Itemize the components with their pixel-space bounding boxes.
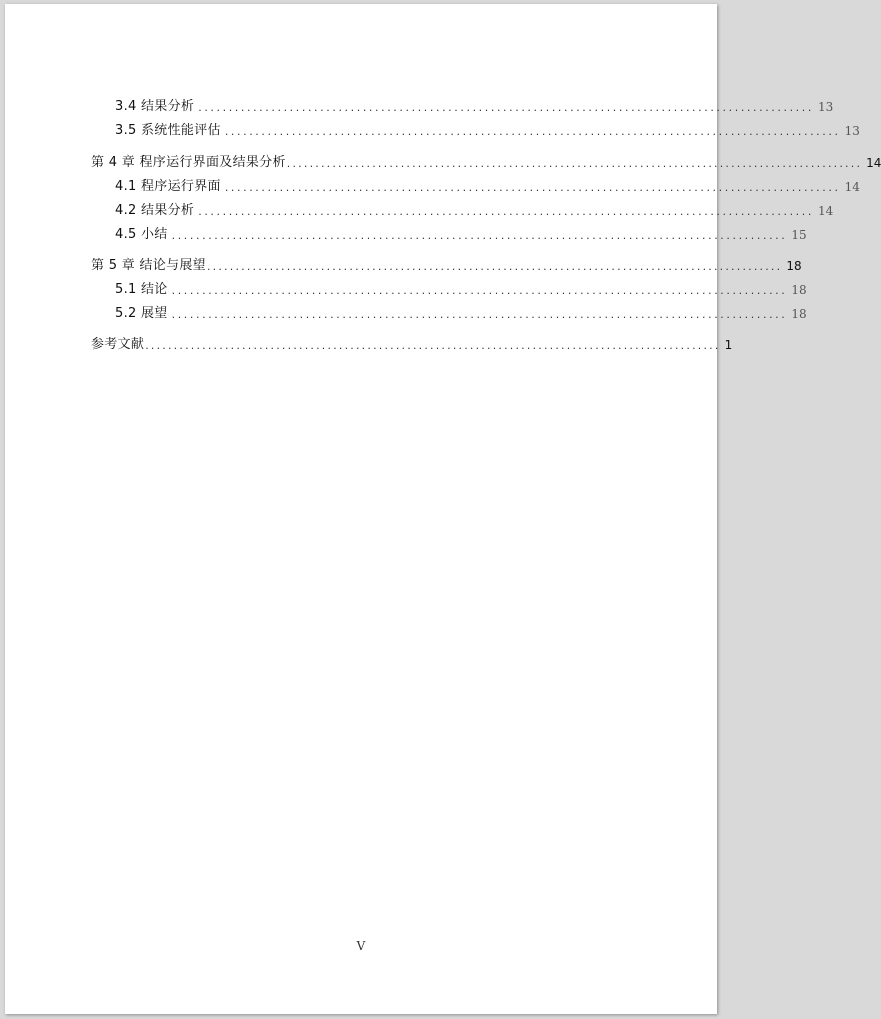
dot-leader: ..................................................................................................... [198,101,814,114]
toc-entry-page: 13 [844,124,860,138]
dot-leader: ..................................................................................................... [224,125,841,138]
toc-entry-5-2[interactable] [115,304,807,324]
toc-entry-page: 1 [724,338,733,352]
dot-leader: ..................................................................................................... [286,157,863,170]
dot-leader: ..................................................................................................... [145,339,721,352]
dot-leader: ..................................................................................................... [171,308,788,321]
dot-leader: ..................................................................................................... [224,181,841,194]
toc-entry-title: 5.2 展望 [115,306,168,321]
toc-entry-title: 5.1 结论 [115,282,168,297]
toc-entry-page: 18 [791,283,807,297]
toc-entry-title: 参考文献 [91,337,145,352]
toc-entry-5-1[interactable] [115,280,807,300]
toc-entry-title: 3.5 系统性能评估 [115,123,221,138]
dot-leader: ..................................................................................................... [171,229,788,242]
toc-entry-title: 4.2 结果分析 [115,203,195,218]
toc-entry-page: 14 [817,204,834,218]
dot-leader: ..................................................................................................... [171,284,788,297]
toc-entry-3-4[interactable] [115,97,834,117]
toc-entry-4-5[interactable] [115,225,807,245]
toc-entry-page: 14 [866,156,881,170]
toc-entry-page: 18 [786,259,802,273]
toc-entry-title: 4.5 小结 [115,227,168,242]
toc-entry-references[interactable] [91,335,733,355]
dot-leader: ..................................................................................................... [206,260,783,273]
toc-entry-page: 15 [791,228,807,242]
toc-entry-title: 第 5 章 结论与展望 [91,258,206,273]
toc-entry-page: 14 [844,180,860,194]
document-page [5,4,881,1014]
toc-entry-page: 13 [817,100,834,114]
table-of-contents [5,4,881,1014]
dot-leader: ..................................................................................................... [198,205,814,218]
toc-entry-4-2[interactable] [115,201,834,221]
toc-entry-title: 4.1 程序运行界面 [115,179,221,194]
toc-entry-page: 18 [791,307,807,321]
page-number: V [356,939,366,953]
toc-entry-chapter-4[interactable] [91,153,881,173]
toc-entry-chapter-5[interactable] [91,256,802,276]
toc-entry-4-1[interactable] [115,177,860,197]
toc-entry-3-5[interactable] [115,121,860,141]
toc-entry-title: 3.4 结果分析 [115,99,195,114]
toc-entry-title: 第 4 章 程序运行界面及结果分析 [91,155,286,170]
